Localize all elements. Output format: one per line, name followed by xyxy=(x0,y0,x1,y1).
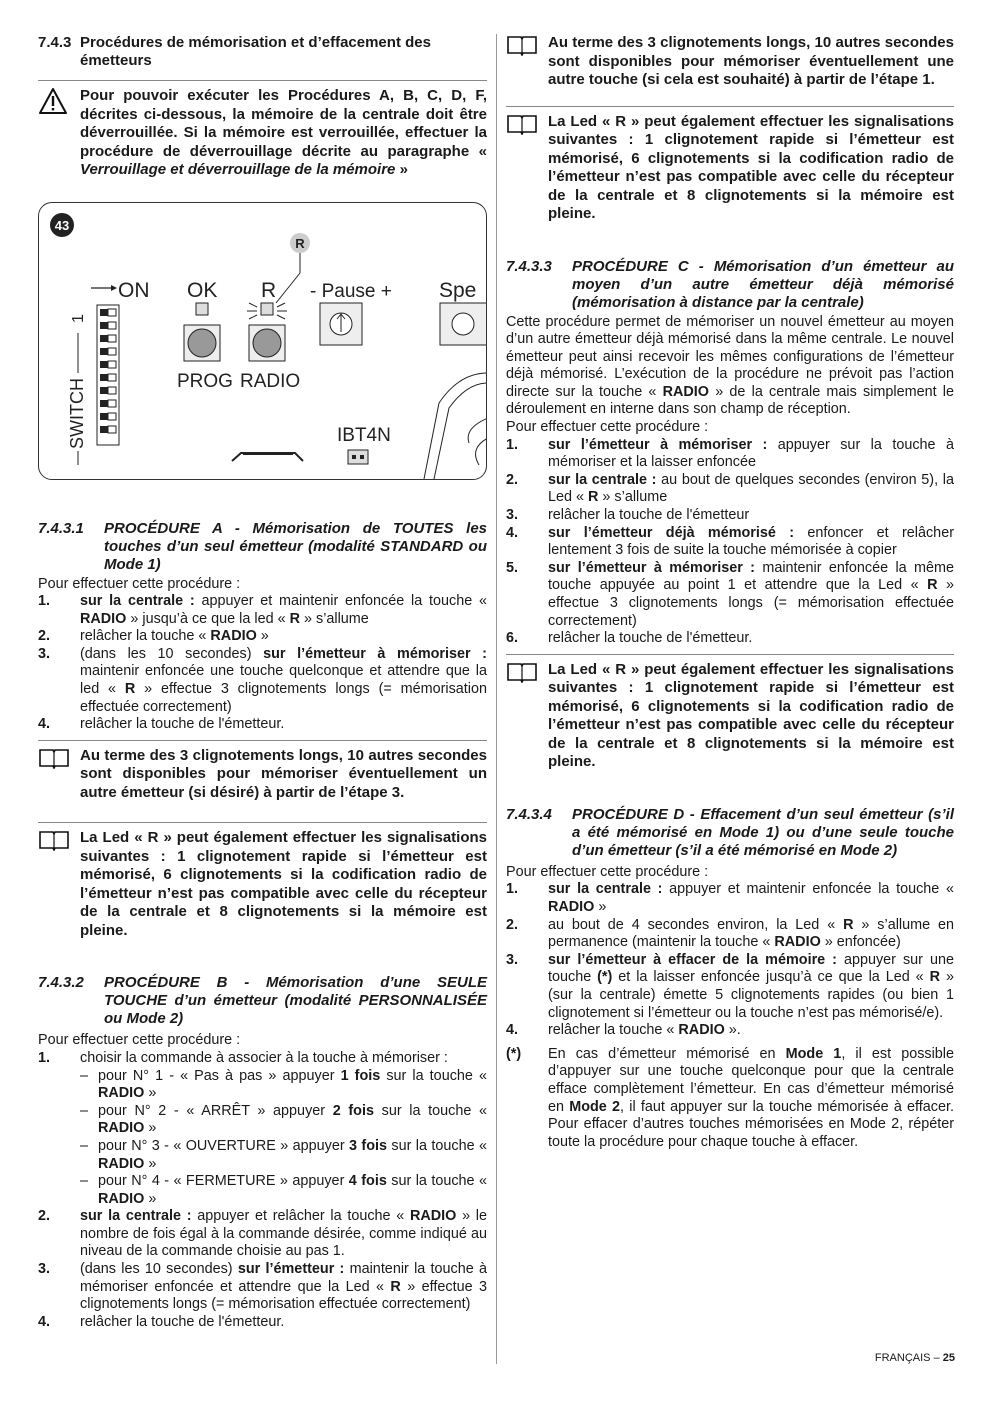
manual-book-icon xyxy=(38,747,80,803)
section-title: Procédures de mémorisation et d’effacement des émetteurs xyxy=(80,34,431,69)
procedure-b-steps xyxy=(38,1050,487,1332)
manual-book-icon xyxy=(38,829,80,940)
list-item: 3. sur l’émetteur à effacer de la mémoire : appuyer sur une touche (*) et la laisser enfoncée jusqu’à ce que la Led « R » (sur la centrale) émette 5 clignotements rapides (ou bien 1 clignotement si l’émetteur ou la touche n’est pas mémorisé/e). xyxy=(506,951,954,1021)
figure-43 xyxy=(38,202,487,480)
right-column xyxy=(506,34,954,1151)
warning-icon xyxy=(38,87,80,180)
note-box: La Led « R » peut également effectuer les signalisations suivantes : 1 clignotement rapide si l’émetteur est mémorisé, 6 clignotements si la codification radio de l’émetteur n’est pas compatible avec celle du récepteur de la centrale et 8 clignotements si la mémoire est pleine. xyxy=(506,106,954,224)
footnote-item: (*) En cas d’émetteur mémorisé en Mode 1, il est possible d’appuyer sur une touche quelconque pour que la centrale efface complètement l’émetteur. En cas d’émetteur mémorisé en Mode 2, il faut appuyer sur la touche mémorisée à effacer. Pour effacer d’autres touches mémorisées en Mode 2, répéter toute la procédure pour chaque touche à effacer. xyxy=(506,1045,954,1150)
list-item: 4. relâcher la touche de l'émetteur. xyxy=(38,1313,285,1330)
procedure-d-intro: Pour effectuer cette procédure : xyxy=(506,863,709,880)
list-item: 1. choisir la commande à associer à la touche à mémoriser : xyxy=(38,1049,448,1066)
procedure-b-intro: Pour effectuer cette procédure : xyxy=(38,1032,241,1049)
procedure-a-steps xyxy=(38,593,487,734)
left-column xyxy=(38,34,487,1331)
sub-item: – pour N° 4 - « FERMETURE » appuyer 4 fois sur la touche « RADIO » xyxy=(80,1173,487,1207)
list-item: 1. sur la centrale : appuyer et maintenir enfoncée la touche « RADIO » jusqu’à ce que la led « R » s’allume xyxy=(38,593,487,627)
note-box: Au terme des 3 clignotements longs, 10 autres secondes sont disponibles pour mémoriser éventuellement une autre touche (si cela est souhaité) à partir de l’étape 1. xyxy=(506,34,954,90)
list-item: 2. sur la centrale : appuyer et relâcher la touche « RADIO » le nombre de fois égal à la commande désirée, comme indiqué au niveau de la commande choisie au pas 1. xyxy=(38,1208,487,1260)
ibt4n-label: IBT4N xyxy=(337,424,391,446)
manual-book-icon xyxy=(506,34,548,90)
list-item: 2. relâcher la touche « RADIO » xyxy=(38,628,269,645)
list-item: 4. relâcher la touche de l'émetteur. xyxy=(38,716,285,733)
list-item: 4. sur l’émetteur déjà mémorisé : enfoncer et relâcher lentement 3 fois de suite la touche mémorisée à copier xyxy=(506,524,954,559)
list-item: 5. sur l’émetteur à mémoriser : maintenir enfoncée la même touche appuyée au point 1 et attendre que la Led « R » effectue 3 clignotements longs (= mémorisation effectuée correctement) xyxy=(506,559,954,629)
procedure-b-heading: 7.4.3.2 PROCÉDURE B - Mémorisation d’une SEULE TOUCHE d’un émetteur (modalité PERSONNALISÉE ou Mode 2) xyxy=(38,974,487,1028)
column-divider xyxy=(496,34,497,1364)
procedure-c-heading: 7.4.3.3 PROCÉDURE C - Mémorisation d’un émetteur au moyen d’un autre émetteur déjà mémorisé (mémorisation à distance par la centrale) xyxy=(506,257,954,311)
procedure-c-steps xyxy=(506,437,954,648)
list-item: 1. sur l’émetteur à mémoriser : appuyer sur la touche à mémoriser et la laisser enfoncée xyxy=(506,436,954,471)
list-item: 6. relâcher la touche de l'émetteur. xyxy=(506,630,753,647)
procedure-c-description: Cette procédure permet de mémoriser un nouvel émetteur au moyen d’un autre émetteur déjà mémorisé dans la même centrale. Le nouvel émetteur peut ainsi recevoir les mêmes configurations de l’émetteur déjà mémorisé. L’exécution de la procédure ne prévoit pas l’action directe sur la touche « RADIO » de la centrale mais simplement le déroulement en interne dans son champ de réception. xyxy=(506,313,954,418)
list-item: 3. (dans les 10 secondes) sur l’émetteur : maintenir la touche à mémoriser enfoncée et attendre que la Led « R » effectue 3 clignotements longs (= mémorisation effectuée correctement) xyxy=(38,1261,488,1313)
procedure-d-steps xyxy=(506,881,954,1151)
r-label: R xyxy=(261,278,277,302)
dip-switch-bank xyxy=(97,305,119,445)
prog-label: PROG xyxy=(177,370,233,392)
r-callout: R xyxy=(295,235,305,251)
figure-number: 43 xyxy=(54,217,70,233)
note-box: La Led « R » peut également effectuer les signalisations suivantes : 1 clignotement rapide si l’émetteur est mémorisé, 6 clignotements si la codification radio de l’émetteur n’est pas compatible avec celle du récepteur de la centrale et 8 clignotements si la mémoire est pleine. xyxy=(506,654,954,772)
warning-text: Pour pouvoir exécuter les Procédures A, B, C, D, F, décrites ci-dessous, la mémoire de la centrale doit être déverrouillée. Si la mémoire est verrouillée, effectuer la procédure de déverrouillage décrite au paragraphe « Verrouillage et déverrouillage de la mémoire » xyxy=(80,87,487,178)
manual-book-icon xyxy=(506,661,548,772)
ok-label: OK xyxy=(187,278,218,302)
section-number: 7.4.3 xyxy=(38,34,72,51)
list-item: 2. sur la centrale : au bout de quelques secondes (environ 5), la Led « R » s’allume xyxy=(506,471,954,506)
section-heading xyxy=(38,34,487,70)
list-item: 4. relâcher la touche « RADIO ». xyxy=(506,1022,741,1039)
note-box: La Led « R » peut également effectuer les signalisations suivantes : 1 clignotement rapide si l’émetteur est mémorisé, 6 clignotements si la codification radio de l’émetteur n’est pas compatible avec celle du récepteur de la centrale et 8 clignotements si la mémoire est pleine. xyxy=(38,822,487,940)
sub-item: – pour N° 2 - « ARRÊT » appuyer 2 fois sur la touche « RADIO » xyxy=(80,1102,487,1137)
sub-item: – pour N° 3 - « OUVERTURE » appuyer 3 fois sur la touche « RADIO » xyxy=(80,1137,487,1172)
sub-item: – pour N° 1 - « Pas à pas » appuyer 1 fois sur la touche « RADIO » xyxy=(80,1067,487,1102)
one-label: 1 xyxy=(70,313,87,323)
procedure-c-intro: Pour effectuer cette procédure : xyxy=(506,419,709,436)
note-box: Au terme des 3 clignotements longs, 10 autres secondes sont disponibles pour mémoriser éventuellement un autre émetteur (si désiré) à partir de l’étape 3. xyxy=(38,740,487,803)
procedure-a-intro: Pour effectuer cette procédure : xyxy=(38,575,241,592)
manual-book-icon xyxy=(506,113,548,224)
control-board-diagram xyxy=(39,203,487,479)
switch-label: SWITCH xyxy=(67,377,87,449)
procedure-a-heading: 7.4.3.1 PROCÉDURE A - Mémorisation de TOUTES les touches d’un seul émetteur (modalité STANDARD ou Mode 1) xyxy=(38,519,487,573)
list-item: 2. au bout de 4 secondes environ, la Led « R » s’allume en permanence (maintenir la touche « RADIO » enfoncée) xyxy=(506,916,954,951)
pause-label: - Pause + xyxy=(310,280,392,302)
page-footer: FRANÇAIS – 25 xyxy=(874,1352,955,1364)
list-item: 3. relâcher la touche de l'émetteur xyxy=(506,507,750,524)
warning-box xyxy=(38,80,487,180)
radio-label: RADIO xyxy=(240,370,301,392)
on-label: ON xyxy=(118,278,150,302)
list-item: 3. (dans les 10 secondes) sur l’émetteur à mémoriser : maintenir enfoncée une touche quelconque et attendre que la led « R » effectue 3 clignotements longs (= mémorisation effectuée correctement) xyxy=(38,645,487,715)
spe-label: Spe xyxy=(439,278,477,302)
procedure-d-heading: 7.4.3.4 PROCÉDURE D - Effacement d’un seul émetteur (s’il a été mémorisé en Mode 1) ou d’une seule touche d’un émetteur (s’il a été mémorisé en Mode 2) xyxy=(506,805,954,859)
list-item: 1. sur la centrale : appuyer et maintenir enfoncée la touche « RADIO » xyxy=(506,881,954,915)
